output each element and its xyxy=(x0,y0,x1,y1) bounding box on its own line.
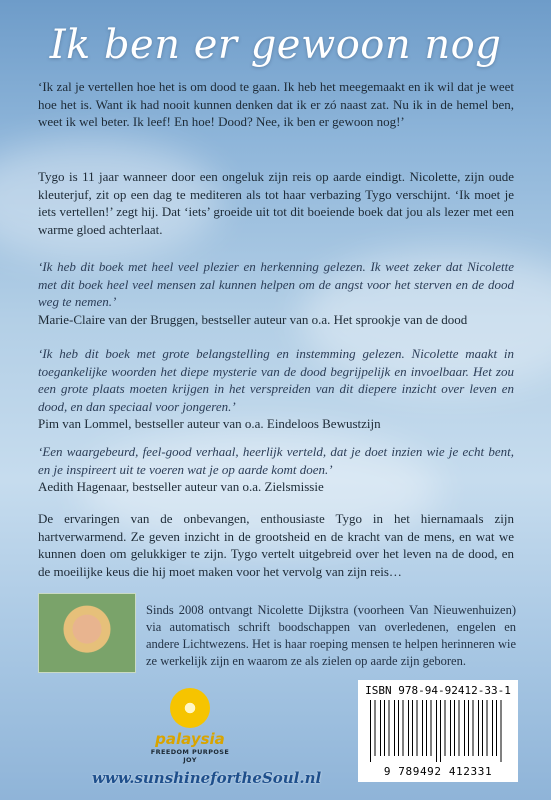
book-title: Ik ben er gewoon nog xyxy=(49,22,502,68)
publisher-url[interactable]: www.sunshinefortheSoul.nl xyxy=(92,769,322,787)
review-3 xyxy=(38,443,514,496)
author-bio: Sinds 2008 ontvangt Nicolette Dijkstra (voorheen Van Nieuwenhuizen) via automatisch schrift boodschappen van overledenen, engelen en andere Lichtwezens. Het is haar roeping mensen te helpen herinneren wie ze werkelijk zijn en waarom ze als zielen op aarde zijn geboren. xyxy=(146,603,516,668)
isbn-barcode xyxy=(358,680,518,782)
review-2 xyxy=(38,345,514,433)
barcode-bars xyxy=(368,700,508,762)
publisher-name: palaysia xyxy=(155,730,225,748)
barcode-number: 9 789492 412331 xyxy=(383,765,493,778)
isbn-label: ISBN 978-94-92412-33-1 xyxy=(365,684,511,697)
flame-icon xyxy=(170,688,210,728)
closing-paragraph: De ervaringen van de onbevangen, enthousiaste Tygo in het hiernamaals zijn hartverwarmend. Ze geven inzicht in de grootsheid en de kracht van de mens, en wat we kunnen doen om gelukkiger te zijn. Tygo vertelt uitgebreid over het leven na de dood, en de moeilijke keus die hij moet maken voor het vervolg van zijn reis… xyxy=(38,511,514,579)
publisher-logo xyxy=(150,688,230,768)
review-text: ‘Ik heb dit boek met heel veel plezier en herkenning gelezen. Ik weet zeker dat Nicolette met dit boek heel veel mensen zal kunnen helpen om de angst voor het sterven en de dood weg te nemen.’ xyxy=(38,259,514,309)
author-photo xyxy=(38,593,136,673)
review-author: Pim van Lommel, bestseller auteur van o.a. Eindeloos Bewustzijn xyxy=(38,416,381,431)
summary-paragraph: Tygo is 11 jaar wanneer door een ongeluk zijn reis op aarde eindigt. Nicolette, zijn oude kleuterjuf, zit op een dag te mediteren als tot haar verbazing Tygo verschijnt. ‘Ik moet je iets vertellen!’ zegt hij. Dat ‘iets’ groeide uit tot dit boeiende boek dat jou als lezer met een warme gloed achterlaat. xyxy=(38,169,514,237)
review-1 xyxy=(38,258,514,328)
publisher-tagline: FREEDOM PURPOSE JOY xyxy=(150,748,230,764)
review-text: ‘Ik heb dit boek met grote belangstelling en instemming gelezen. Nicolette maakt in toegankelijke woorden het diepe mysterie van de dood begrijpelijk en invoelbaar. Het zou een grote plaats moeten krijgen in het verspreiden van dit diepere inzicht over leven en dood, en dan speciaal voor jongeren.’ xyxy=(38,346,514,414)
review-author: Marie-Claire van der Bruggen, bestseller auteur van o.a. Het sprookje van de dood xyxy=(38,311,468,327)
review-text: ‘Een waargebeurd, feel-good verhaal, heerlijk verteld, dat je doet inzien wie je echt bent, en je inspireert uit te voeren wat je op aarde komt doen.’ xyxy=(38,444,514,477)
intro-quote: ‘Ik zal je vertellen hoe het is om dood te gaan. Ik heb het meegemaakt en ik wil dat je weet hoe het is. Want ik had nooit kunnen denken dat ik er zó naast zat. Nu ik in de hemel ben, weet ik wel beter. Ik leef! En hoe! Dood? Nee, ik ben er gewoon nog!’ xyxy=(38,79,514,129)
review-author: Aedith Hagenaar, bestseller auteur van o.a. Zielsmissie xyxy=(38,479,324,494)
